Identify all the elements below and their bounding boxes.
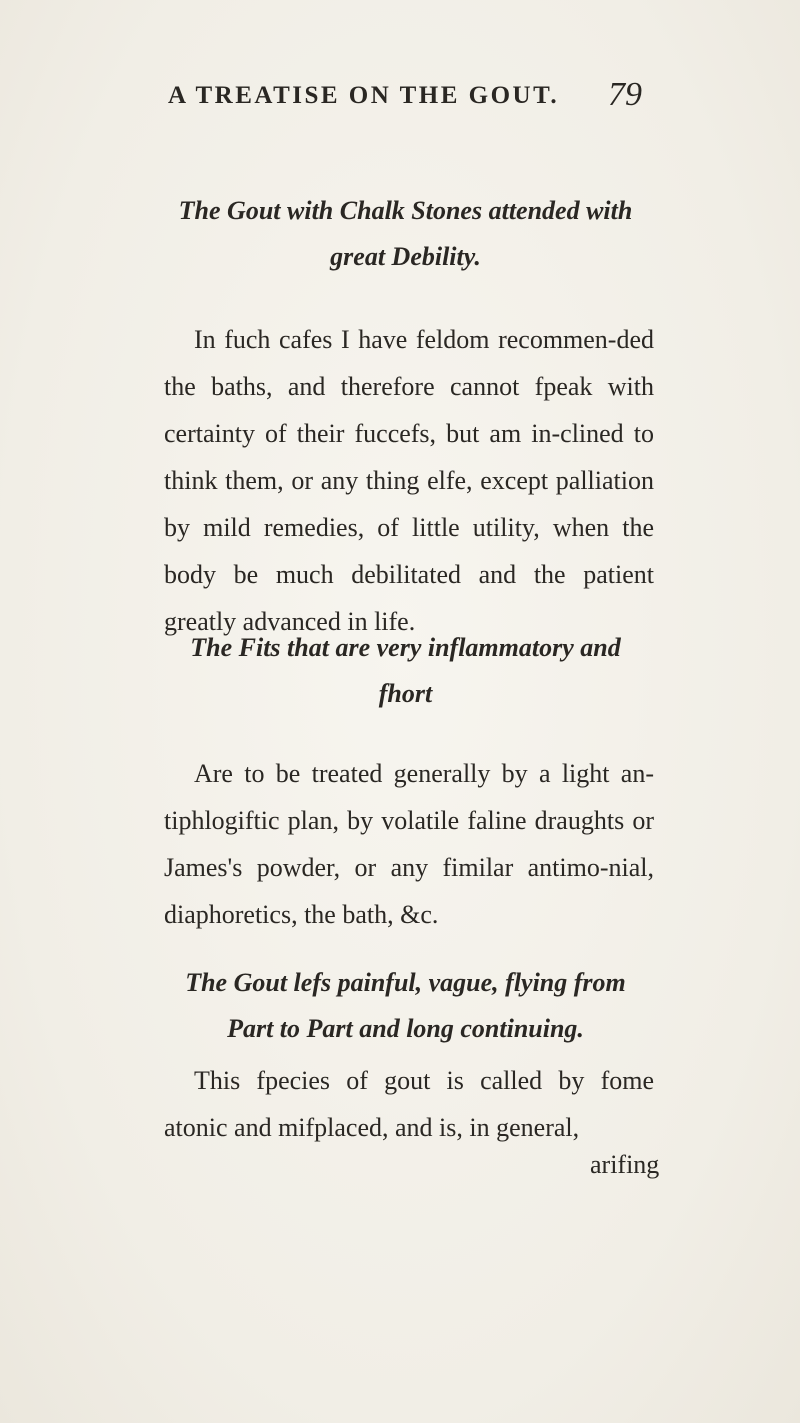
section-body-vague-gout xyxy=(164,1057,654,1151)
running-head: A TREATISE ON THE GOUT. xyxy=(168,82,560,109)
section-heading-inflammatory-fits: The Fits that are very inflammatory and fhort xyxy=(190,633,621,708)
section-heading-chalk-stones: The Gout with Chalk Stones attended with great Debility. xyxy=(178,196,633,271)
section-body-chalk-stones xyxy=(164,316,654,645)
page-header xyxy=(168,76,668,126)
paragraph: Are to be treated generally by a light an-tiphlogiftic plan, by volatile faline draughts or James's powder, or any fimilar antimo-nial, diaphoretics, the bath, &c. xyxy=(164,759,654,929)
section-body-inflammatory-fits xyxy=(164,750,654,938)
paragraph: This fpecies of gout is called by fome atonic and mifplaced, and is, in general, xyxy=(164,1066,654,1142)
catchword: arifing xyxy=(590,1150,660,1179)
page-number: 79 xyxy=(608,76,642,113)
section-heading-vague-gout: The Gout lefs painful, vague, flying from Part to Part and long continuing. xyxy=(185,968,626,1043)
paragraph: In fuch cafes I have feldom recommen-ded the baths, and therefore cannot fpeak with certainty of their fuccefs, but am in-clined to think them, or any thing elfe, except palliation by mild remedies, of little utility, when the body be much debilitated and the patient greatly advanced in life. xyxy=(164,325,654,636)
